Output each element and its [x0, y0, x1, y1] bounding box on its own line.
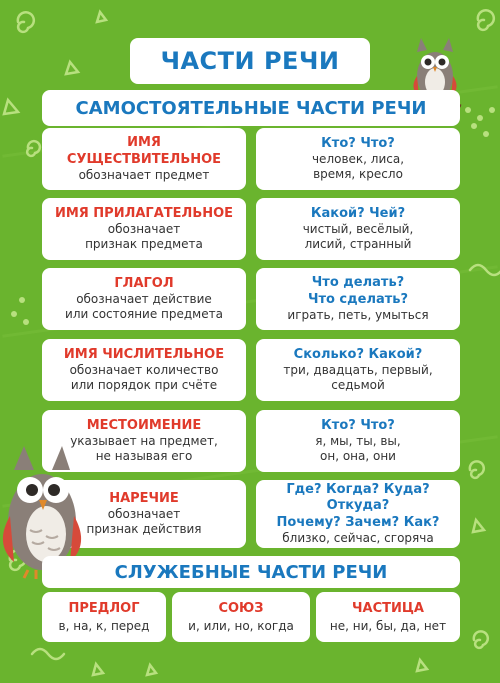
wave-doodle: [32, 649, 64, 659]
spiral-doodle: [18, 12, 34, 32]
service-part-examples: и, или, но, когда: [188, 618, 294, 633]
spiral-doodle: [27, 141, 40, 156]
part-examples: три, двадцать, первый,: [283, 363, 433, 378]
triangle-doodle: [93, 664, 103, 675]
service-parts-header: [42, 556, 460, 588]
service-card-conjunction: [172, 592, 310, 642]
part-description: обозначает предмет: [78, 167, 210, 182]
part-examples: время, кресло: [313, 167, 403, 182]
service-part-name: ЧАСТИЦА: [352, 601, 424, 617]
part-description: не называя его: [95, 449, 193, 464]
part-question: Кто? Что?: [321, 417, 395, 433]
triangle-doodle: [97, 12, 106, 22]
part-name: СУЩЕСТВИТЕЛЬНОЕ: [66, 151, 222, 167]
part-question: Кто? Что?: [321, 135, 395, 151]
part-description: обозначает действие: [76, 292, 212, 307]
spiral-doodle: [470, 461, 484, 478]
triangle-doodle: [473, 520, 484, 532]
part-card-noun: [42, 128, 246, 190]
part-description: указывает на предмет,: [70, 434, 218, 449]
question-card-noun: [256, 128, 460, 190]
question-card-adverb: [256, 480, 460, 548]
part-examples: близко, сейчас, сгоряча: [282, 530, 434, 545]
part-description: обозначает: [107, 507, 181, 522]
triangle-doodle: [4, 100, 18, 114]
part-examples: седьмой: [331, 378, 385, 393]
part-name: ИМЯ: [127, 135, 161, 151]
part-description: или состояние предмета: [65, 307, 223, 322]
part-name: НАРЕЧИЕ: [109, 490, 179, 506]
part-description: обозначает: [107, 222, 181, 237]
part-description: обозначает количество: [69, 363, 219, 378]
spiral-doodle: [478, 10, 494, 30]
part-question: Почему? Зачем? Как?: [276, 514, 440, 530]
service-parts-title: СЛУЖЕБНЫЕ ЧАСТИ РЕЧИ: [114, 561, 388, 583]
part-question: Какой? Чей?: [310, 205, 406, 221]
title-box: [130, 38, 370, 84]
part-card-adjective: [42, 198, 246, 260]
service-part-examples: не, ни, бы, да, нет: [329, 618, 447, 633]
service-part-examples: в, на, к, перед: [58, 618, 150, 633]
page-title: ЧАСТИ РЕЧИ: [160, 47, 340, 75]
part-examples: я, мы, ты, вы,: [315, 434, 401, 449]
part-examples: он, она, они: [320, 449, 396, 464]
part-description: признак предмета: [85, 237, 203, 252]
part-card-verb: [42, 268, 246, 330]
part-description: признак действия: [86, 522, 202, 537]
spiral-doodle: [474, 631, 488, 648]
part-examples: играть, петь, умыться: [287, 307, 429, 322]
service-part-name: ПРЕДЛОГ: [68, 601, 140, 617]
part-question: Что сделать?: [307, 291, 409, 307]
part-examples: человек, лиса,: [311, 152, 405, 167]
part-question: Сколько? Какой?: [293, 346, 423, 362]
triangle-doodle: [66, 62, 78, 74]
service-card-particle: [316, 592, 460, 642]
part-examples: чистый, весёлый,: [302, 222, 414, 237]
triangle-doodle: [417, 660, 427, 671]
service-card-preposition: [42, 592, 166, 642]
question-card-adjective: [256, 198, 460, 260]
part-name: ГЛАГОЛ: [114, 275, 174, 291]
triangle-doodle: [147, 665, 156, 675]
part-description: или порядок при счёте: [70, 378, 218, 393]
part-examples: лисий, странный: [304, 237, 412, 252]
service-part-name: СОЮЗ: [218, 601, 264, 617]
part-question: Что делать?: [311, 275, 405, 291]
part-name: ИМЯ ЧИСЛИТЕЛЬНОЕ: [63, 346, 225, 362]
independent-parts-title: САМОСТОЯТЕЛЬНЫЕ ЧАСТИ РЕЧИ: [75, 97, 427, 119]
part-name: МЕСТОИМЕНИЕ: [86, 417, 202, 433]
question-card-numeral: [256, 339, 460, 401]
question-card-verb: [256, 268, 460, 330]
question-card-pronoun: [256, 410, 460, 472]
part-card-numeral: [42, 339, 246, 401]
independent-parts-header: [42, 90, 460, 126]
part-name: ИМЯ ПРИЛАГАТЕЛЬНОЕ: [54, 205, 234, 221]
part-question: Где? Когда? Куда? Откуда?: [286, 482, 430, 514]
wave-doodle: [470, 265, 500, 275]
